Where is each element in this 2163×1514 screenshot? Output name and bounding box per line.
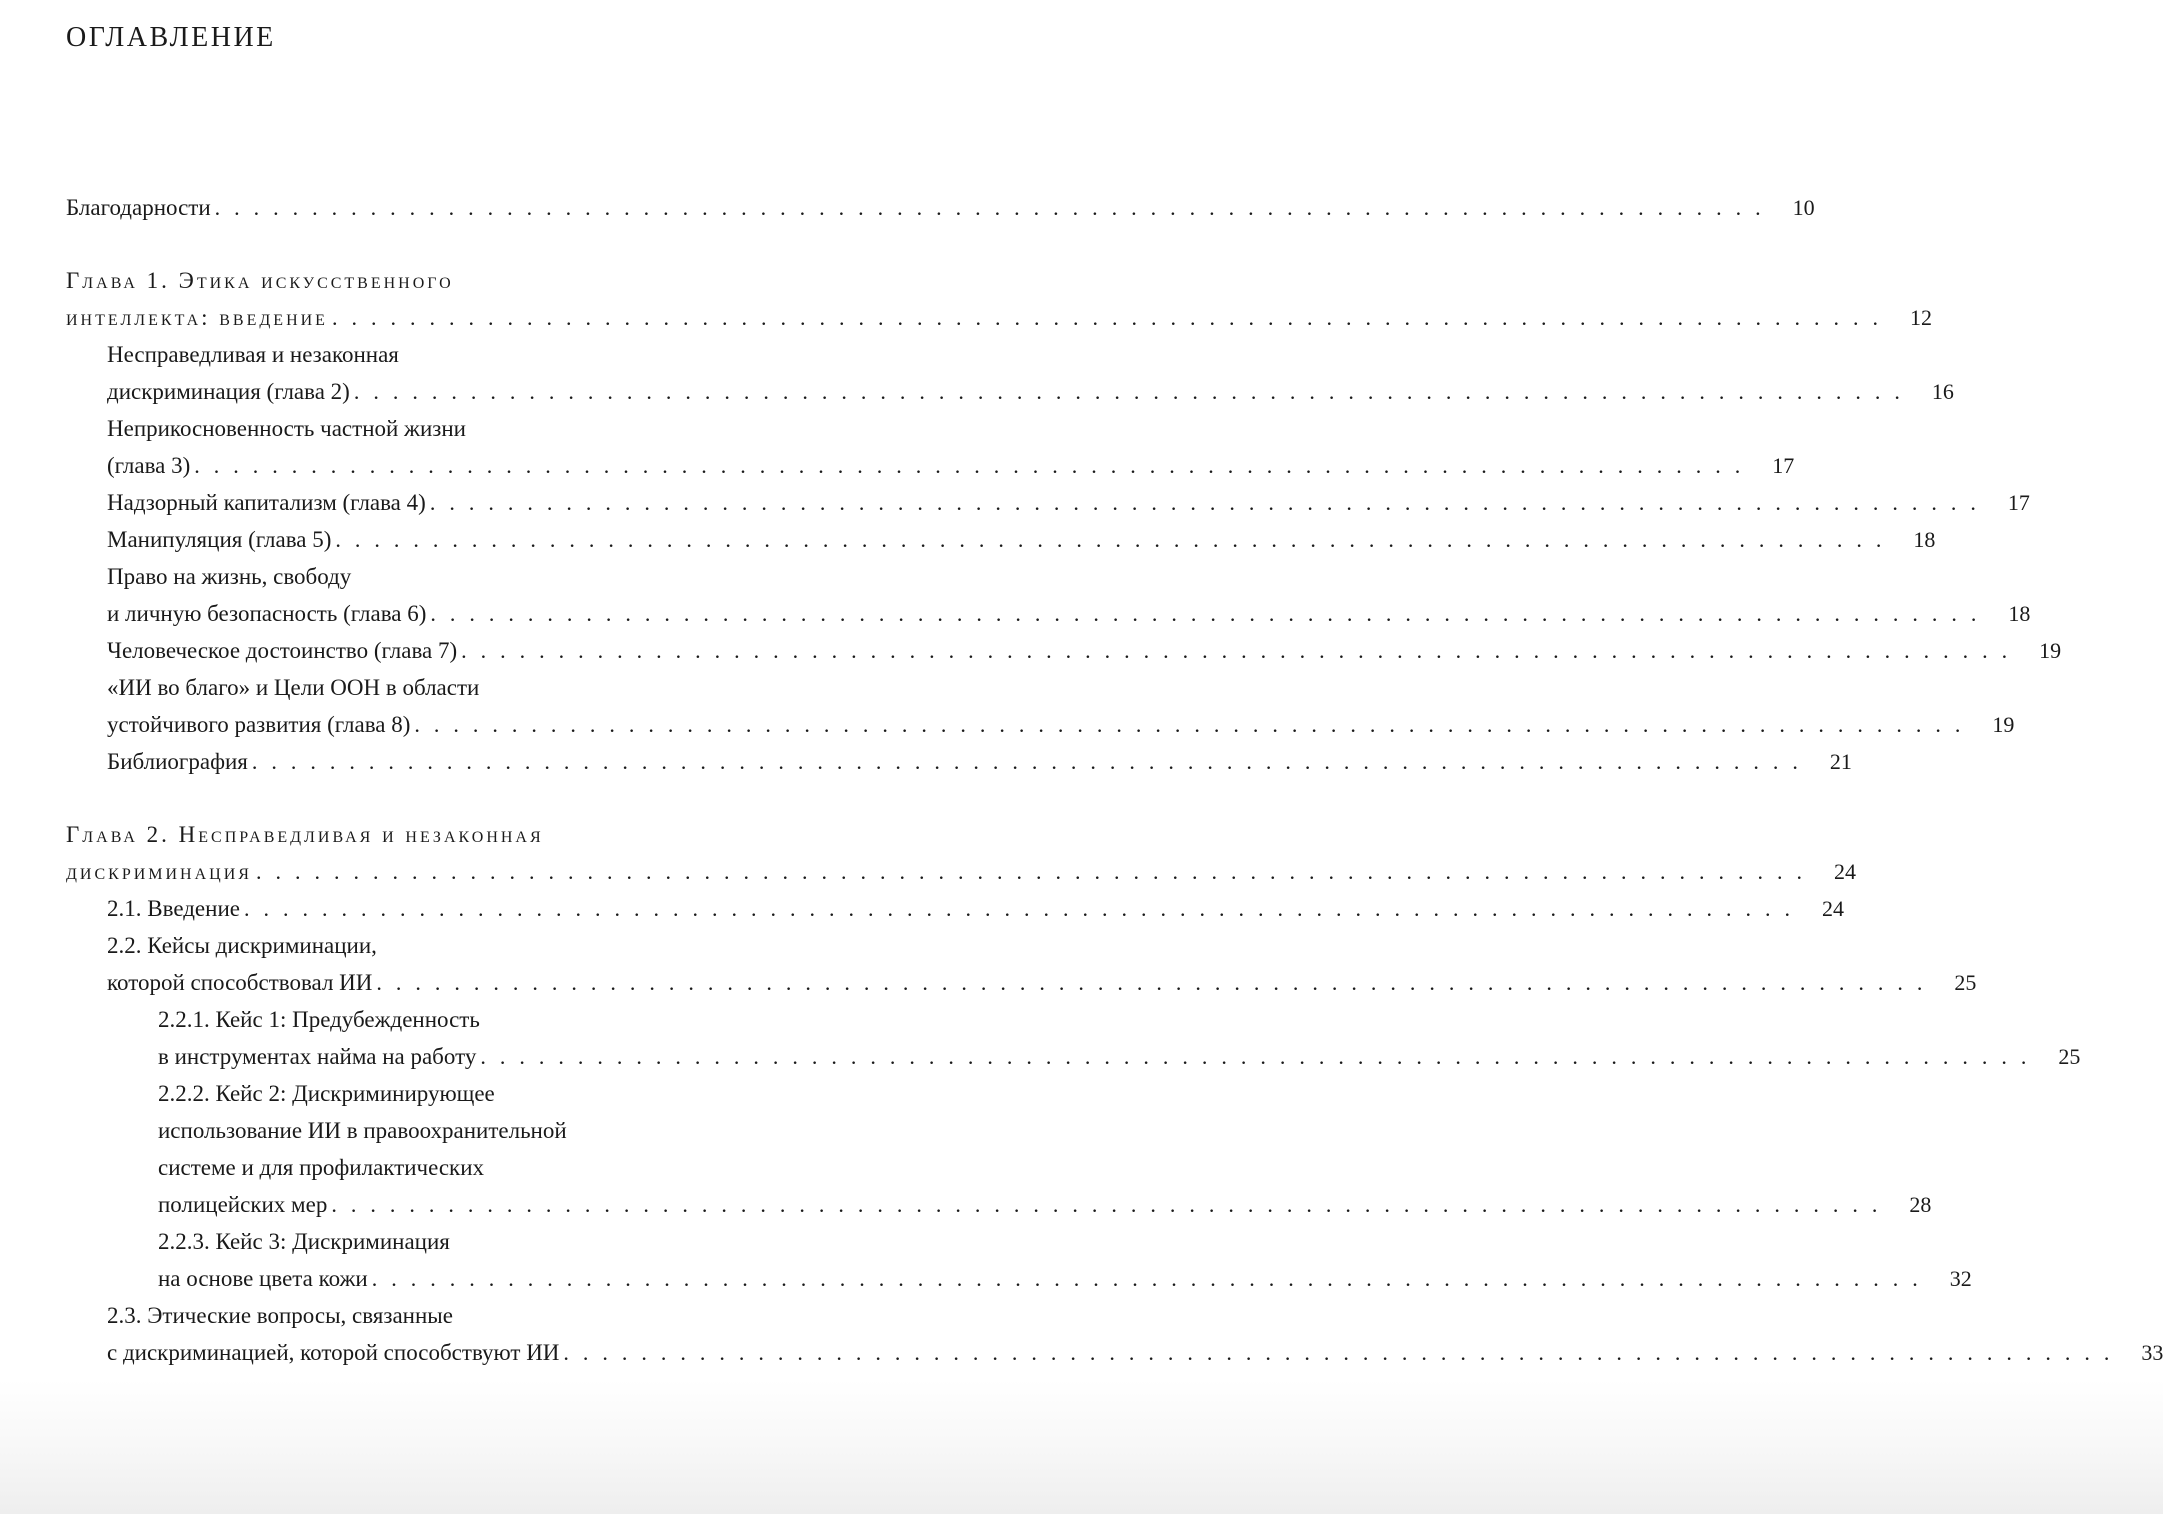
- toc-entry[interactable]: [107, 1334, 2163, 1371]
- chapter-1-title[interactable]: Глава 1. Этика искусственного: [66, 268, 454, 293]
- page-number: 19: [2039, 638, 2062, 663]
- toc-entry-title: устойчивого развития (глава 8): [107, 712, 411, 737]
- toc-subentry[interactable]: 2.2.1. Кейс 1: Предубежденность: [158, 1007, 480, 1032]
- dot-leader: ................................................................................: [194, 453, 1755, 478]
- toc-entry[interactable]: [107, 706, 2015, 743]
- dot-leader: ................................................................................: [243, 896, 1804, 921]
- toc-entry[interactable]: [107, 373, 1954, 410]
- dot-leader: ................................................................................: [353, 379, 1914, 404]
- toc-subentry[interactable]: 2.2.3. Кейс 3: Дискриминация: [158, 1229, 450, 1254]
- dot-leader: ................................................................................: [331, 1192, 1892, 1217]
- toc-subentry[interactable]: использование ИИ в правоохранительной: [158, 1118, 567, 1143]
- toc-subentry[interactable]: системе и для профилактических: [158, 1155, 485, 1180]
- page-number: 17: [1772, 453, 1795, 478]
- dot-leader: ................................................................................: [376, 970, 1937, 995]
- toc-entry[interactable]: Право на жизнь, свободу: [107, 564, 352, 589]
- dot-leader: ................................................................................: [214, 195, 1775, 220]
- toc-entry-title: полицейских мер: [158, 1192, 328, 1217]
- dot-leader: ................................................................................: [335, 527, 1896, 552]
- toc-subentry[interactable]: [158, 1038, 2081, 1075]
- toc-subentry[interactable]: [158, 1186, 1932, 1223]
- page-number: 10: [1792, 195, 1815, 220]
- toc-entry-title: которой способствовал ИИ: [107, 970, 373, 995]
- dot-leader: ................................................................................: [255, 859, 1816, 884]
- toc-entry[interactable]: «ИИ во благо» и Цели ООН в области: [107, 675, 480, 700]
- toc-entry[interactable]: [107, 890, 1844, 927]
- page-number: 25: [2058, 1044, 2081, 1069]
- page-title: ОГЛАВЛЕНИЕ: [66, 22, 276, 53]
- toc-entry[interactable]: [107, 447, 1795, 484]
- toc-entry-title: в инструментах найма на работу: [158, 1044, 477, 1069]
- dot-leader: ................................................................................: [371, 1266, 1932, 1291]
- page-number: 32: [1949, 1266, 1972, 1291]
- toc-entry-title: интеллекта: введение: [66, 305, 328, 330]
- toc-entry[interactable]: [107, 521, 1936, 558]
- chapter-2-title[interactable]: Глава 2. Несправедливая и незаконная: [66, 822, 544, 847]
- toc-entry-title: Библиография: [107, 749, 248, 774]
- page-number: 19: [1992, 712, 2015, 737]
- toc-entry-title: Манипуляция (глава 5): [107, 527, 332, 552]
- page-number: 21: [1829, 749, 1852, 774]
- page-number: 16: [1931, 379, 1954, 404]
- dot-leader: ................................................................................: [331, 305, 1892, 330]
- page-number: 28: [1909, 1192, 1932, 1217]
- toc-entry[interactable]: [107, 595, 2031, 632]
- toc-entry[interactable]: [107, 743, 1852, 780]
- toc-entry[interactable]: 2.3. Этические вопросы, связанные: [107, 1303, 453, 1328]
- toc-entry-title: дискриминация: [66, 859, 252, 884]
- toc-entry-title: Человеческое достоинство (глава 7): [107, 638, 458, 663]
- page-number: 25: [1954, 970, 1977, 995]
- toc-entry-title: дискриминация (глава 2): [107, 379, 350, 404]
- dot-leader: ................................................................................: [563, 1340, 2124, 1365]
- page-number: 33: [2141, 1340, 2163, 1365]
- toc-entry-title: и личную безопасность (глава 6): [107, 601, 427, 626]
- toc-entry-acknowledgements[interactable]: [66, 189, 1815, 226]
- dot-leader: ................................................................................: [251, 749, 1812, 774]
- toc-entry-title: с дискриминацией, которой способствуют ИИ: [107, 1340, 560, 1365]
- toc-entry[interactable]: [107, 964, 1977, 1001]
- toc-entry-title: на основе цвета кожи: [158, 1266, 368, 1291]
- dot-leader: ................................................................................: [429, 490, 1990, 515]
- toc-entry[interactable]: Неприкосновенность частной жизни: [107, 416, 466, 441]
- toc-entry-title: 2.1. Введение: [107, 896, 240, 921]
- dot-leader: ................................................................................: [414, 712, 1975, 737]
- dot-leader: ................................................................................: [430, 601, 1991, 626]
- page-number: 18: [2008, 601, 2031, 626]
- toc-entry[interactable]: 2.2. Кейсы дискриминации,: [107, 933, 377, 958]
- page-number: 17: [2007, 490, 2030, 515]
- toc-entry[interactable]: Несправедливая и незаконная: [107, 342, 399, 367]
- page-number: 18: [1913, 527, 1936, 552]
- dot-leader: ................................................................................: [461, 638, 2022, 663]
- toc-subentry[interactable]: [158, 1260, 1972, 1297]
- chapter-2-title-cont[interactable]: [66, 853, 1856, 890]
- toc-subentry[interactable]: 2.2.2. Кейс 2: Дискриминирующее: [158, 1081, 495, 1106]
- page-number: 24: [1821, 896, 1844, 921]
- page-number: 12: [1909, 305, 1932, 330]
- page-number: 24: [1833, 859, 1856, 884]
- toc-entry-title: (глава 3): [107, 453, 191, 478]
- dot-leader: ................................................................................: [480, 1044, 2041, 1069]
- toc-entry-title: Благодарности: [66, 195, 211, 220]
- toc-entry-title: Надзорный капитализм (глава 4): [107, 490, 426, 515]
- chapter-1-title-cont[interactable]: [66, 299, 1932, 336]
- toc-entry[interactable]: [107, 484, 2030, 521]
- toc-entry[interactable]: [107, 632, 2062, 669]
